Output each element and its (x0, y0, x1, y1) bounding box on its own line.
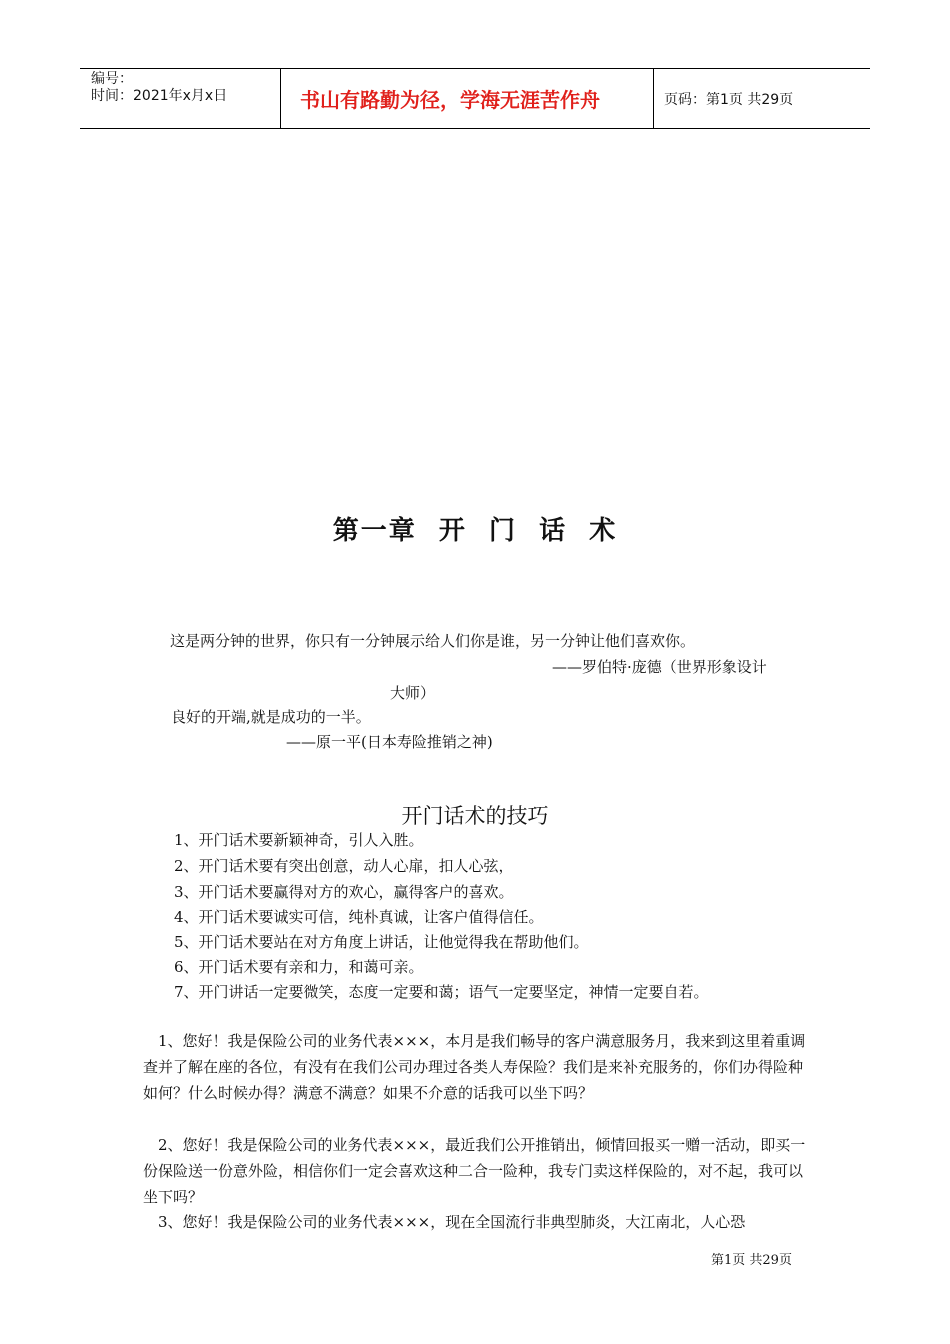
quote-2-text: 良好的开端,就是成功的一半。 (171, 708, 371, 726)
tip-item: 5、开门话术要站在对方角度上讲话，让他觉得我在帮助他们。 (174, 933, 589, 951)
quote-1-author-cont: 大师） (390, 684, 436, 702)
tip-item: 6、开门话术要有亲和力，和蔼可亲。 (174, 958, 424, 976)
header-motto: 书山有路勤为径，学海无涯苦作舟 (281, 69, 654, 128)
script-paragraph: 3、您好！我是保险公司的业务代表×××，现在全国流行非典型肺炎，大江南北，人心恐 (158, 1213, 746, 1231)
chapter-title: 第一章 开 门 话 术 (332, 516, 618, 546)
script-paragraph: 2、您好！我是保险公司的业务代表×××，最近我们公开推销出，倾情回报买一赠一活动，即买一份保险送一份意外险，相信你们一定会喜欢这种二合一险种，我专门卖这样保险的，对不起，我可以坐下吗？ (143, 1136, 806, 1206)
tip-item: 7、开门讲话一定要微笑，态度一定要和蔼；语气一定要坚定，神情一定要自若。 (174, 983, 709, 1001)
tip-item: 2、开门话术要有突出创意，动人心扉，扣人心弦， (174, 857, 514, 875)
number-label: 编号： (91, 71, 133, 87)
quote-2-author: ——原一平(日本寿险推销之神) (286, 733, 493, 751)
tip-item: 3、开门话术要赢得对方的欢心，赢得客户的喜欢。 (174, 883, 514, 901)
tip-item: 1、开门话术要新颖神奇，引人入胜。 (174, 831, 424, 849)
section-title: 开门话术的技巧 (401, 804, 549, 828)
date-label: 时间：2021年x月x日 (91, 88, 228, 104)
tip-item: 4、开门话术要诚实可信，纯朴真诚，让客户值得信任。 (174, 908, 544, 926)
quote-1-author: ——罗伯特·庞德（世界形象设计 (552, 658, 767, 676)
header-meta (80, 69, 281, 128)
quote-1-text: 这是两分钟的世界，你只有一分钟展示给人们你是谁，另一分钟让他们喜欢你。 (170, 632, 696, 650)
header-page-number: 页码：第1页 共29页 (664, 91, 794, 108)
page-footer: 第1页 共29页 (711, 1253, 792, 1268)
page-header (80, 68, 870, 129)
script-paragraph: 1、您好！我是保险公司的业务代表×××，本月是我们畅导的客户满意服务月，我来到这里着重调查并了解在座的各位，有没有在我们公司办理过各类人寿保险？我们是来补充服务的，你们办得险种如何？什么时候办得？满意不满意？如果不介意的话我可以坐下吗？ (143, 1032, 806, 1102)
